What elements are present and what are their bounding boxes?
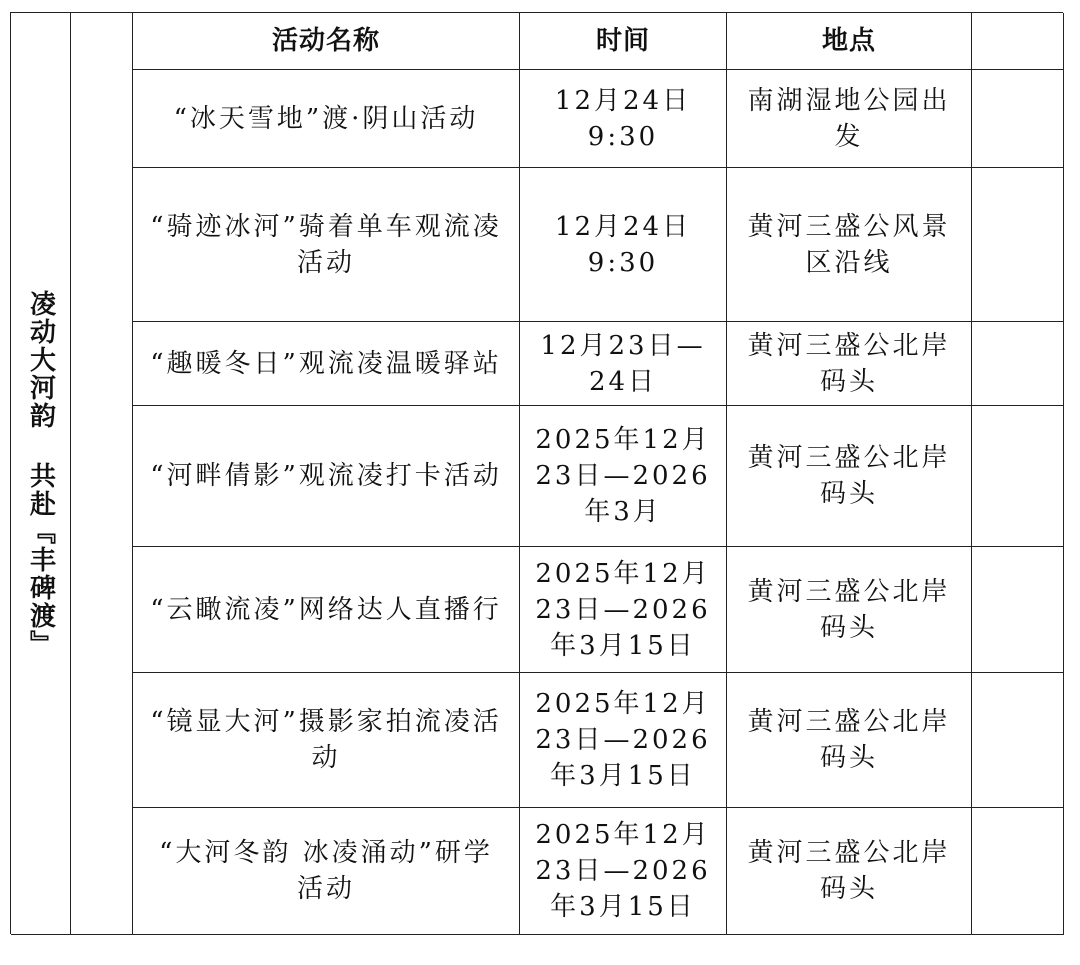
header-location: 地点 xyxy=(727,13,972,70)
row-3-location: 黄河三盛公北岸码头 xyxy=(727,322,972,406)
row-3-time: 12月23日—24日 xyxy=(520,322,727,406)
row-5-location: 黄河三盛公北岸码头 xyxy=(727,547,972,673)
row-5-name: “云瞰流凌”网络达人直播行 xyxy=(133,547,520,673)
row-6-extra xyxy=(972,673,1064,808)
row-6-time: 2025年12月23日—2026年3月15日 xyxy=(520,673,727,808)
row-7-location: 黄河三盛公北岸码头 xyxy=(727,808,972,935)
row-7-name: “大河冬韵 冰凌涌动”研学活动 xyxy=(133,808,520,935)
side-title-cell xyxy=(11,13,71,935)
row-2-extra xyxy=(972,168,1064,322)
row-4-name: “河畔倩影”观流凌打卡活动 xyxy=(133,406,520,547)
row-1-name: “冰天雪地”渡·阴山活动 xyxy=(133,70,520,168)
row-5-extra xyxy=(972,547,1064,673)
row-6-location: 黄河三盛公北岸码头 xyxy=(727,673,972,808)
row-2-name: “骑迹冰河”骑着单车观流凌活动 xyxy=(133,168,520,322)
row-7-time: 2025年12月23日—2026年3月15日 xyxy=(520,808,727,935)
header-name: 活动名称 xyxy=(133,13,520,70)
row-3-name: “趣暖冬日”观流凌温暖驿站 xyxy=(133,322,520,406)
row-6-name: “镜显大河”摄影家拍流凌活动 xyxy=(133,673,520,808)
row-2-location: 黄河三盛公风景区沿线 xyxy=(727,168,972,322)
row-1-location: 南湖湿地公园出发 xyxy=(727,70,972,168)
row-7-extra xyxy=(972,808,1064,935)
header-time: 时间 xyxy=(520,13,727,70)
row-4-extra xyxy=(972,406,1064,547)
side-title: 凌动大河韵 共赴『丰碑渡』 xyxy=(25,289,56,658)
row-4-location: 黄河三盛公北岸码头 xyxy=(727,406,972,547)
row-4-time: 2025年12月23日—2026年3月 xyxy=(520,406,727,547)
header-extra xyxy=(972,13,1064,70)
row-1-time: 12月24日9:30 xyxy=(520,70,727,168)
row-3-extra xyxy=(972,322,1064,406)
row-2-time: 12月24日9:30 xyxy=(520,168,727,322)
activity-table xyxy=(10,12,1063,934)
row-1-extra xyxy=(972,70,1064,168)
blank-column-cell xyxy=(71,13,133,935)
row-5-time: 2025年12月23日—2026年3月15日 xyxy=(520,547,727,673)
